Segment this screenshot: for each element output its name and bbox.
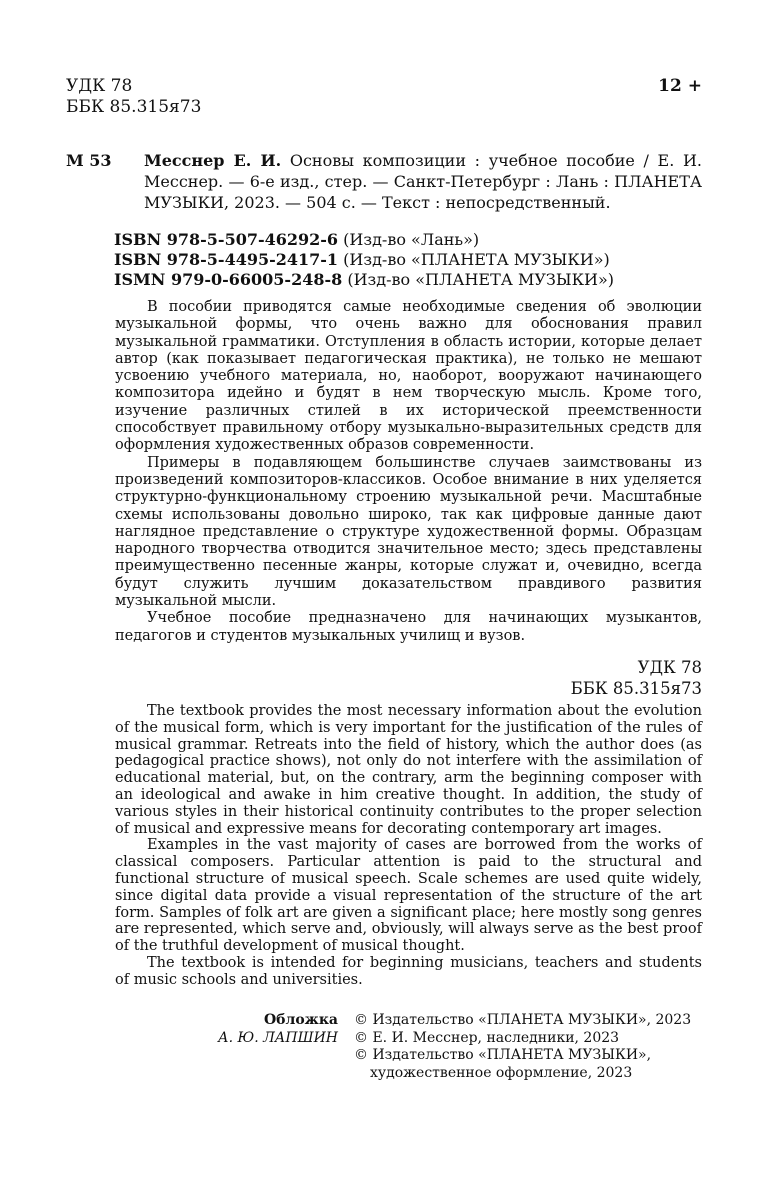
ismn-number: ISMN 979-0-66005-248-8 (114, 270, 343, 289)
abstract-paragraph: The textbook is intended for beginning musicians, teachers and students of music schools and universities. (115, 954, 702, 988)
abstract-paragraph: The textbook provides the most necessary information about the evolution of the musical form, which is very important for the justification of the rules of musical grammar. Retreats into the field of history, which the author does (as pedagogical practice shows), not only do not interfere with the assimilation of educational material, but, on the contrary, arm the beginning composer with an ideological and awake in him creative thought. In addition, the study of various styles in their historical continuity contributes to the proper selection of musical and expressive means for decorating contemporary art images. (115, 702, 702, 837)
bibliographic-entry (66, 150, 702, 213)
description-text: Основы композиции : учебное пособие / Е. И. Месснер. — 6-е изд., стер. — Санкт-Петербург : Лань : ПЛАНЕТА МУЗЫКИ, 2023. — 504 с. — Текст : непосредственный. (144, 151, 703, 212)
classification-block (66, 76, 201, 118)
copyright-line: © Издательство «ПЛАНЕТА МУЗЫКИ», (354, 1047, 652, 1064)
cover-label: Обложка (263, 1012, 338, 1029)
isbn-publisher: (Изд-во «ПЛАНЕТА МУЗЫКИ») (347, 270, 614, 289)
isbn-row (114, 270, 702, 290)
abstract-english (66, 703, 702, 989)
abstract-paragraph: В пособии приводятся самые необходимые сведения об эволюции музыкальной формы, что очень важно для обоснования правил музыкальной грамматики. Отступления в область истории, которые делает автор (как показывает педагогическая практика), не только не мешают усвоению учебного материала, но, наоборот, вооружают начинающего композитора идейно и будят в нем творческую мысль. Кроме того, изучение различных стилей в их исторической преемственности способствует правильному отбору музыкально-выразительных средств для оформления художественных образов современности. (115, 299, 702, 454)
abstract-paragraph: Примеры в подавляющем большинстве случаев заимствованы из произведений композиторов-классиков. Особое внимание в них уделяется структурно-функциональному строению музыкальной речи. Масштабные схемы использованы довольно широко, так как цифровые данные дают наглядное представление о структуре художественной формы. Образцам народного творчества отводится значительное место; здесь представлены преимущественно песенные жанры, которые служат и, очевидно, всегда будут служить лучшим доказательством правдивого развития музыкальной мысли. (115, 454, 702, 610)
imprint-footer (66, 1012, 702, 1082)
isbn-list (66, 230, 702, 290)
bbk-code-right: ББК 85.315я73 (570, 678, 702, 698)
isbn-publisher: (Изд-во «Лань») (343, 230, 480, 249)
copyright-continuation: художественное оформление, 2023 (370, 1064, 633, 1081)
abstract-paragraph: Учебное пособие предназначено для начинающих музыкантов, педагогов и студентов музыкальных училищ и вузов. (115, 610, 702, 644)
isbn-row (114, 250, 702, 270)
header-row (66, 76, 702, 118)
abstract-russian (66, 299, 702, 645)
classification-right (66, 657, 702, 699)
author-name: Месснер Е. И. (144, 151, 282, 170)
cover-credit (66, 1012, 354, 1082)
bibliographic-description (144, 150, 702, 213)
imprint-page (66, 76, 702, 1082)
udk-code: УДК 78 (66, 76, 133, 96)
author-mark: М 53 (66, 151, 112, 170)
bbk-code: ББК 85.315я73 (66, 97, 202, 117)
copyright-list (354, 1012, 702, 1082)
copyright-line: © Издательство «ПЛАНЕТА МУЗЫКИ», 2023 (354, 1012, 692, 1029)
udk-code-right: УДК 78 (637, 657, 702, 677)
abstract-paragraph: Examples in the vast majority of cases are borrowed from the works of classical composers. Particular attention is paid to the structural and functional structure of musical speech. Scale schemes are used quite widely, since digital data provide a visual representation of the structure of the art form. Samples of folk art are given a significant place; here mostly song genres are represented, which serve and, obviously, will always serve as the best proof of the truthful development of musical thought. (115, 837, 702, 955)
isbn-publisher: (Изд-во «ПЛАНЕТА МУЗЫКИ») (343, 250, 610, 269)
age-rating: 12 + (658, 76, 702, 96)
isbn-number: ISBN 978-5-4495-2417-1 (114, 250, 339, 269)
isbn-number: ISBN 978-5-507-46292-6 (114, 230, 339, 249)
copyright-line: © Е. И. Месснер, наследники, 2023 (354, 1029, 620, 1046)
cover-artist: А. Ю. ЛАПШИН (218, 1029, 338, 1046)
isbn-row (114, 230, 702, 250)
